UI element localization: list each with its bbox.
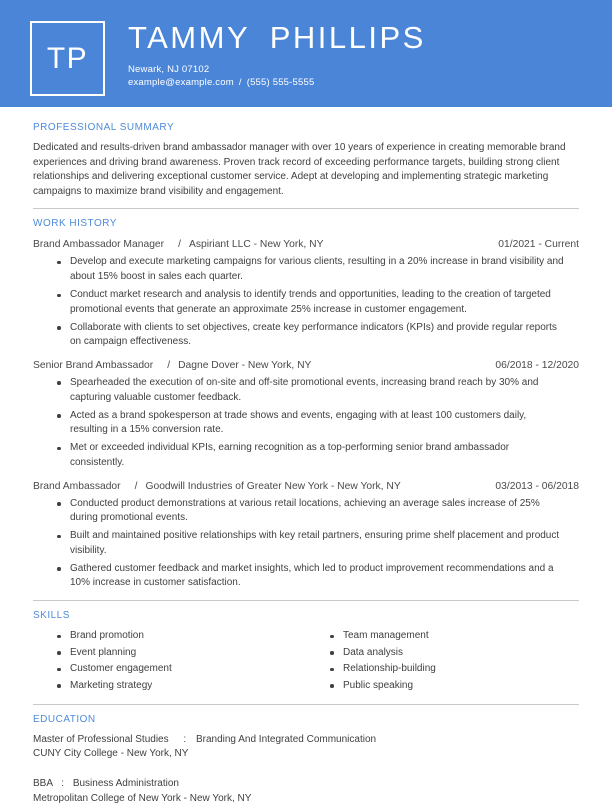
job-bullet: Conduct market research and analysis to identify trends and opportunities, leading to the creation of targeted promotional events that generate an approximate 25% increase in customer engagement. <box>33 288 579 317</box>
resume-header <box>0 0 612 107</box>
job-title: Brand Ambassador <box>33 480 121 492</box>
skills-columns <box>33 629 579 695</box>
job-header-row <box>33 481 579 492</box>
contact-separator: / <box>238 76 242 88</box>
education-degree: BBA <box>33 778 53 790</box>
skill-item: Event planning <box>33 646 306 660</box>
job-entry <box>33 360 579 471</box>
monogram-badge <box>30 21 105 96</box>
summary-heading: PROFESSIONAL SUMMARY <box>33 122 175 133</box>
job-bullet: Acted as a brand spokesperson at trade shows and events, engaging with at least 100 customers daily, resulting in a 15% conversion rate. <box>33 409 579 438</box>
skill-item: Team management <box>306 629 579 643</box>
skill-item: Relationship-building <box>306 662 579 676</box>
section-education <box>33 714 579 806</box>
job-entry <box>33 239 579 350</box>
job-bullet: Collaborate with clients to set objectives, create key performance indicators (KPIs) and provide regular reports on campaign effectiveness. <box>33 321 579 350</box>
skill-item: Marketing strategy <box>33 679 306 693</box>
skills-heading: SKILLS <box>33 610 70 622</box>
job-title: Senior Brand Ambassador <box>33 359 154 371</box>
work-history-heading: WORK HISTORY <box>33 218 117 230</box>
section-divider <box>33 600 579 601</box>
section-professional-summary <box>33 122 579 199</box>
education-entry <box>33 733 579 761</box>
job-title: Brand Ambassador Manager <box>33 239 165 251</box>
candidate-location: Newark, NJ 07102 <box>128 63 210 75</box>
job-bullet: Built and maintained positive relationships with key retail partners, ensuring prime shelf placement and product visibility. <box>33 529 579 558</box>
job-dates: 03/2013 - 06/2018 <box>495 480 579 492</box>
job-bullet: Gathered customer feedback and market insights, which led to product improvement recommendations and a 10% increase in customer satisfaction. <box>33 562 579 591</box>
education-field: Business Administration <box>72 778 179 790</box>
skills-column-right <box>306 629 579 695</box>
job-bullet-list <box>33 497 579 592</box>
section-divider <box>33 704 579 705</box>
job-bullet: Develop and execute marketing campaigns for various clients, resulting in a 20% increase in brand visibility and about 15% boost in sales each quarter. <box>33 255 579 284</box>
job-company: Goodwill Industries of Greater New York - New York, NY <box>145 480 401 492</box>
summary-text: Dedicated and results-driven brand ambassador manager with over 10 years of experience in creating memorable brand experiences and driving brand awareness. Proven track record of exceeding performance targets, building strong client relationships and delivering exceptional customer service. Adept at developing and implementing strategic marketing campaigns to maximize brand visibility and engagement. <box>33 142 566 197</box>
candidate-name: TAMMY PHILLIPS <box>128 20 426 55</box>
section-divider <box>33 208 579 209</box>
education-degree-row <box>33 733 579 747</box>
skill-item: Data analysis <box>306 646 579 660</box>
contact-line <box>128 76 426 89</box>
education-heading: EDUCATION <box>33 714 96 726</box>
education-field: Branding And Integrated Communication <box>195 734 377 746</box>
skill-item: Customer engagement <box>33 662 306 676</box>
education-school: Metropolitan College of New York - New York, NY <box>33 792 252 804</box>
job-header-row <box>33 239 579 250</box>
job-separator: / <box>167 359 171 371</box>
header-info <box>128 21 426 89</box>
job-separator: / <box>178 239 181 251</box>
education-separator: : <box>183 734 187 746</box>
job-entry <box>33 481 579 592</box>
job-bullet: Spearheaded the execution of on-site and off-site promotional events, increasing brand reach by 30% and capturing valuable customer feedback. <box>33 376 579 405</box>
skill-item: Brand promotion <box>33 629 306 643</box>
monogram-initials: TP <box>46 41 89 75</box>
job-header-row <box>33 360 579 371</box>
education-degree: Master of Professional Studies <box>33 734 169 746</box>
skills-column-left <box>33 629 306 695</box>
job-bullet: Conducted product demonstrations at various retail locations, achieving an average sales increase of 25% during promotional events. <box>33 497 579 526</box>
education-separator: : <box>61 778 65 790</box>
education-entry <box>33 777 579 805</box>
job-dates: 06/2018 - 12/2020 <box>495 359 579 371</box>
resume-body <box>0 107 612 806</box>
candidate-phone: (555) 555-5555 <box>246 76 315 88</box>
job-bullet-list <box>33 255 579 350</box>
job-bullet-list <box>33 376 579 471</box>
skill-item: Public speaking <box>306 679 579 693</box>
job-separator: / <box>134 480 138 492</box>
job-bullet: Met or exceeded individual KPIs, earning recognition as a top-performing senior brand ambassador consistently. <box>33 441 579 470</box>
section-skills <box>33 610 579 695</box>
candidate-email: example@example.com <box>128 76 234 88</box>
job-company: Aspiriant LLC - New York, NY <box>188 239 324 251</box>
education-school: CUNY City College - New York, NY <box>33 748 189 760</box>
job-dates: 01/2021 - Current <box>498 239 579 251</box>
section-work-history <box>33 218 579 591</box>
education-degree-row <box>33 777 579 791</box>
job-company: Dagne Dover - New York, NY <box>178 359 312 371</box>
